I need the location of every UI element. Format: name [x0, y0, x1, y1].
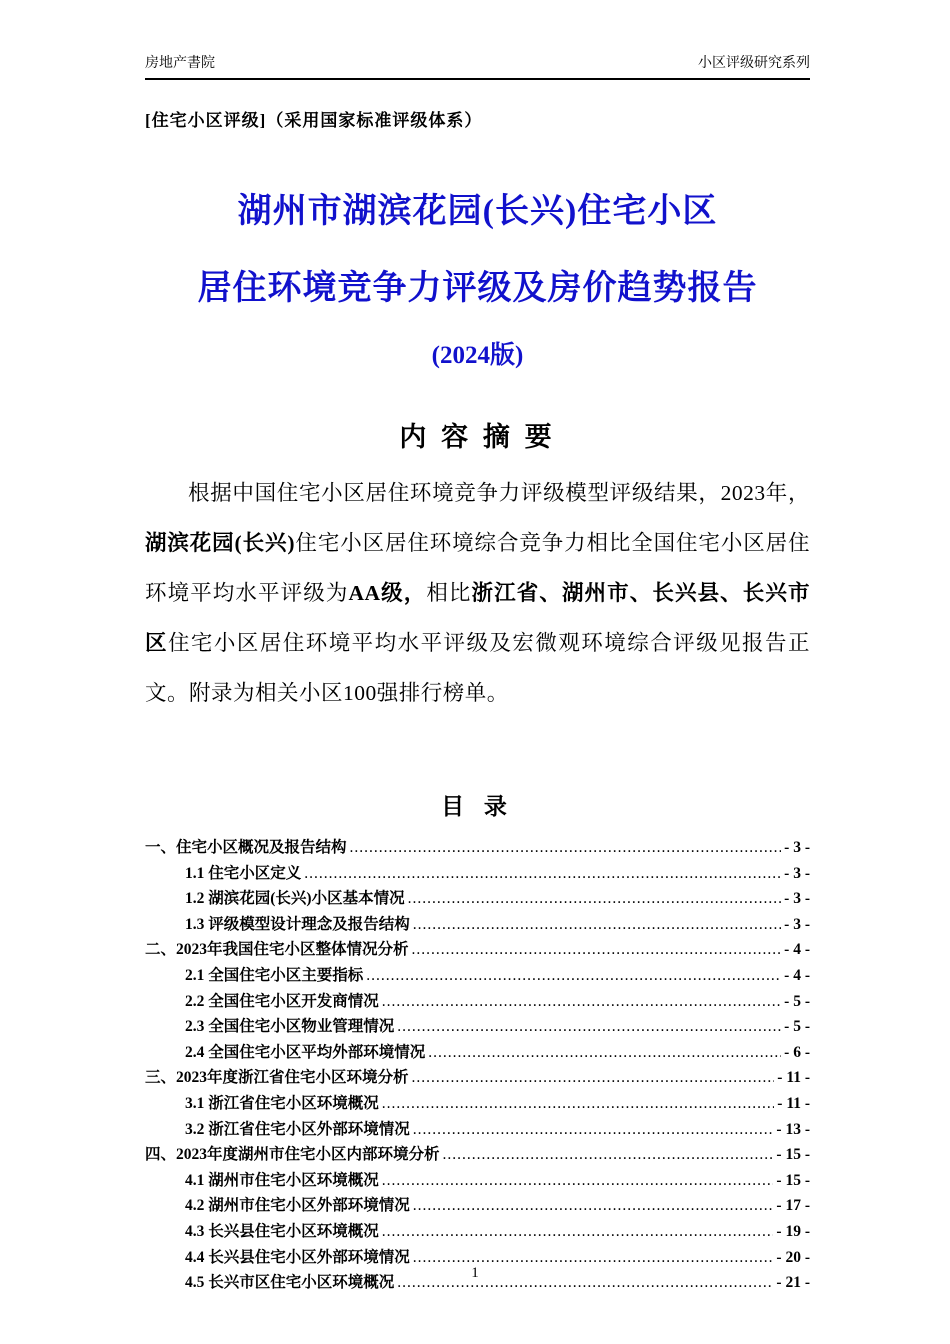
- report-edition: (2024版): [431, 342, 524, 369]
- toc-entry-page: - 3 -: [784, 890, 810, 908]
- toc-entry-label: 3.2 浙江省住宅小区外部环境情况: [185, 1120, 410, 1138]
- toc-list: [145, 835, 810, 1296]
- toc-entry: [145, 1117, 810, 1143]
- report-type-line: [住宅小区评级]（采用国家标准评级体系）: [145, 111, 483, 130]
- toc-leader-dots: [413, 912, 781, 938]
- report-title-line2: 居住环境竞争力评级及房价趋势报告: [197, 270, 758, 307]
- toc-entry-page: - 21 -: [776, 1274, 810, 1292]
- toc-entry-label: 2.1 全国住宅小区主要指标: [185, 966, 364, 984]
- report-title-line1: 湖州市湖滨花园(长兴)住宅小区: [237, 193, 718, 230]
- abstract-segment: AA级，: [348, 581, 427, 605]
- toc-entry-label: 四、2023年度湖州市住宅小区内部环境分析: [145, 1146, 440, 1164]
- toc-leader-dots: [382, 1091, 775, 1117]
- toc-entry-page: - 17 -: [776, 1197, 810, 1215]
- toc-entry: [145, 886, 810, 912]
- toc-entry-label: 4.5 长兴市区住宅小区环境概况: [185, 1274, 395, 1292]
- toc-entry: [145, 1091, 810, 1117]
- toc-entry-label: 4.3 长兴县住宅小区环境概况: [185, 1222, 379, 1240]
- toc-entry-label: 2.4 全国住宅小区平均外部环境情况: [185, 1043, 426, 1061]
- toc-entry-label: 4.1 湖州市住宅小区环境概况: [185, 1171, 379, 1189]
- abstract-segment: 湖滨花园(长兴): [145, 531, 296, 555]
- abstract-paragraph: [145, 468, 810, 718]
- toc-entry-page: - 3 -: [784, 839, 810, 856]
- toc-leader-dots: [412, 937, 782, 963]
- title-block: [145, 183, 810, 371]
- toc-entry-label: 1.3 评级模型设计理念及报告结构: [185, 915, 410, 933]
- header-right-text: 小区评级研究系列: [698, 54, 810, 70]
- toc-leader-dots: [412, 1065, 775, 1091]
- toc-entry-page: - 15 -: [776, 1146, 810, 1164]
- toc-entry: [145, 835, 810, 861]
- toc-entry: [145, 1219, 810, 1245]
- toc-entry-label: 3.1 浙江省住宅小区环境概况: [185, 1094, 379, 1112]
- toc-entry-page: - 6 -: [784, 1043, 810, 1061]
- toc-entry: [145, 1142, 810, 1168]
- abstract-segment: 相比: [426, 581, 472, 605]
- page-number: 1: [471, 1265, 479, 1281]
- toc-leader-dots: [428, 1040, 781, 1066]
- page-header: [145, 52, 810, 78]
- toc-entry: [145, 1168, 810, 1194]
- toc-leader-dots: [413, 1117, 774, 1143]
- toc-entry-page: - 3 -: [784, 915, 810, 933]
- toc-entry-label: 1.1 住宅小区定义: [185, 864, 302, 882]
- toc-leader-dots: [397, 1014, 781, 1040]
- toc-entry-label: 4.4 长兴县住宅小区外部环境情况: [185, 1248, 410, 1266]
- toc-entry-page: - 5 -: [784, 992, 810, 1010]
- toc-leader-dots: [382, 1168, 774, 1194]
- toc-entry-page: - 4 -: [784, 941, 810, 959]
- toc-entry: [145, 912, 810, 938]
- toc-entry-label: 1.2 湖滨花园(长兴)小区基本情况: [185, 890, 405, 908]
- toc-entry: [145, 1065, 810, 1091]
- header-divider: [145, 78, 810, 80]
- toc-entry: [145, 937, 810, 963]
- toc-entry-page: - 3 -: [784, 864, 810, 882]
- toc-entry-label: 三、2023年度浙江省住宅小区环境分析: [145, 1069, 409, 1087]
- abstract-heading: 内 容 摘 要: [399, 422, 556, 452]
- abstract-segment: 住宅小区居住环境综合竞争力相比全国住宅小区居住环境平均水平评级为: [145, 531, 810, 605]
- toc-entry: [145, 963, 810, 989]
- toc-entry: [145, 861, 810, 887]
- toc-entry-label: 2.2 全国住宅小区开发商情况: [185, 992, 379, 1010]
- toc-leader-dots: [382, 989, 781, 1015]
- toc-entry-page: - 11 -: [777, 1094, 810, 1112]
- toc-entry-page: - 5 -: [784, 1018, 810, 1036]
- abstract-segment: 浙江省、湖州市、长兴县、长兴市区: [145, 581, 810, 655]
- toc-entry-page: - 11 -: [777, 1069, 810, 1087]
- toc-entry-page: - 19 -: [776, 1222, 810, 1240]
- toc-entry-label: 一、住宅小区概况及报告结构: [145, 839, 347, 856]
- toc-leader-dots: [304, 861, 781, 887]
- toc-leader-dots: [382, 1219, 774, 1245]
- header-left-text: 房地产書院: [145, 54, 215, 70]
- toc-entry-page: - 4 -: [784, 966, 810, 984]
- abstract-segment: 根据中国住宅小区居住环境竞争力评级模型评级结果，2023年，: [188, 481, 810, 505]
- toc-entry-page: - 15 -: [776, 1171, 810, 1189]
- abstract-segment: 住宅小区居住环境平均水平评级及宏微观环境综合评级见报告正文。附录为相关小区100强排行榜单。: [145, 631, 810, 705]
- toc-entry: [145, 989, 810, 1015]
- toc-heading: 目 录: [441, 794, 514, 819]
- toc-entry-page: - 20 -: [776, 1248, 810, 1266]
- toc-leader-dots: [350, 835, 782, 861]
- toc-entry-label: 2.3 全国住宅小区物业管理情况: [185, 1018, 395, 1036]
- toc-entry-page: - 13 -: [776, 1120, 810, 1138]
- toc-entry-label: 二、2023年我国住宅小区整体情况分析: [145, 941, 409, 959]
- toc-leader-dots: [413, 1193, 774, 1219]
- toc-leader-dots: [366, 963, 781, 989]
- toc-entry: [145, 1014, 810, 1040]
- toc-leader-dots: [408, 886, 782, 912]
- toc-entry-label: 4.2 湖州市住宅小区外部环境情况: [185, 1197, 410, 1215]
- toc-entry: [145, 1040, 810, 1066]
- toc-leader-dots: [443, 1142, 774, 1168]
- toc-entry: [145, 1193, 810, 1219]
